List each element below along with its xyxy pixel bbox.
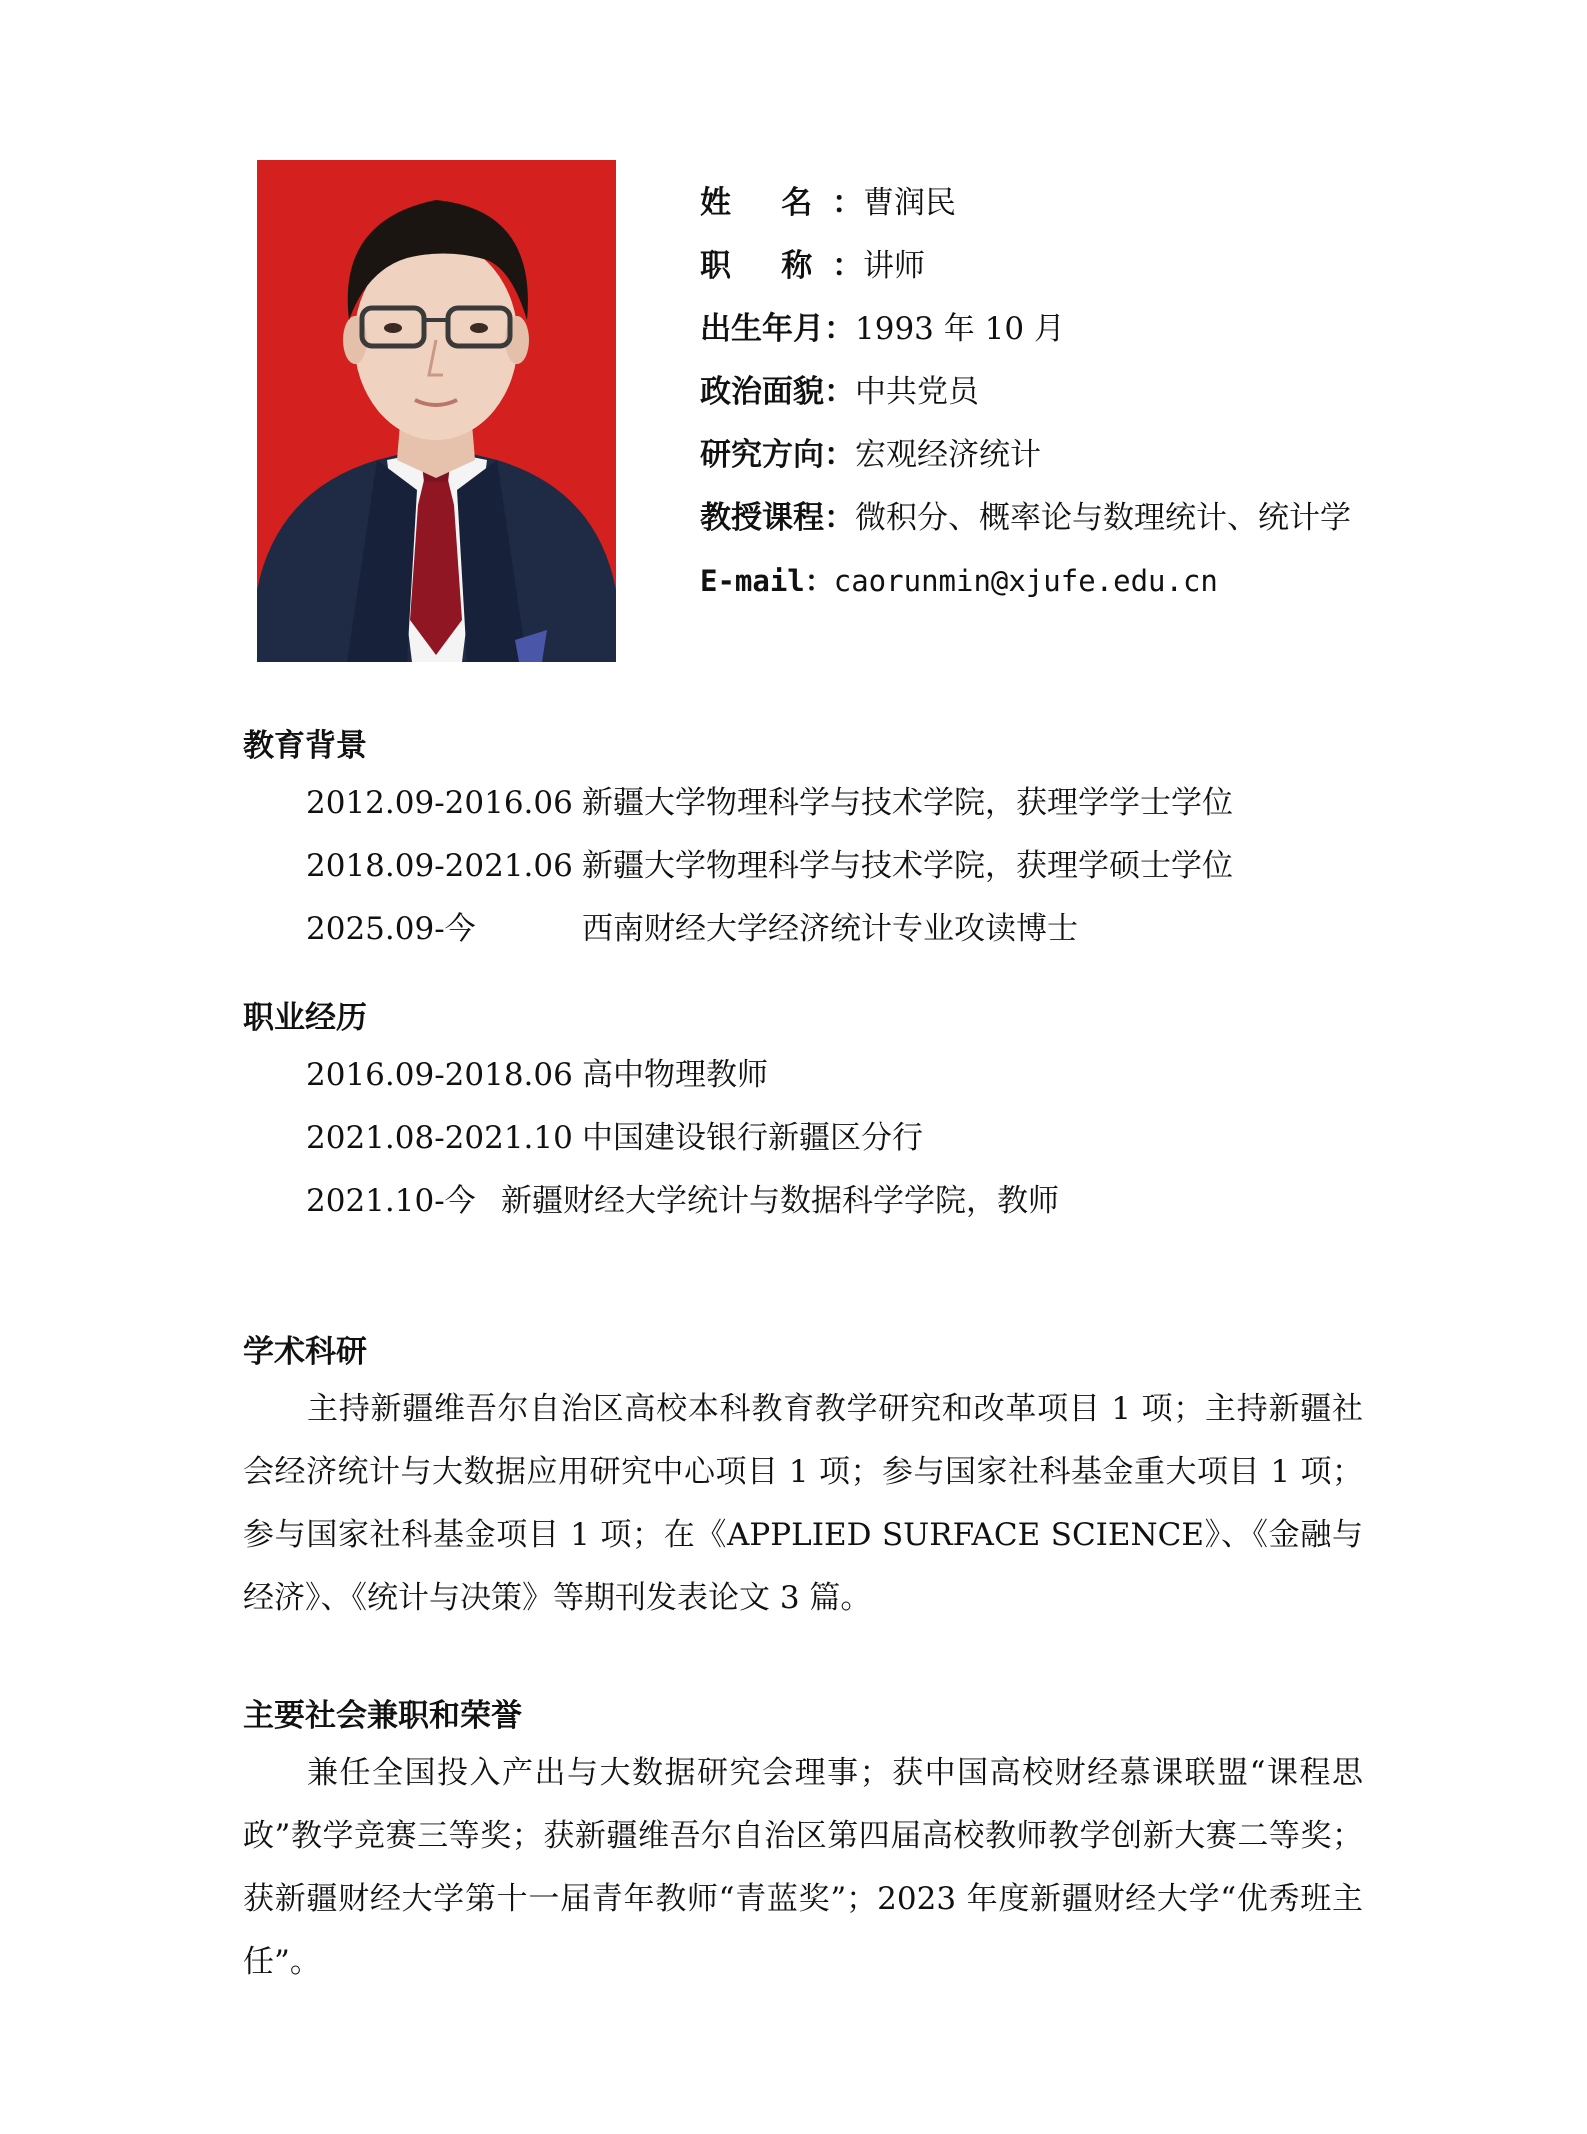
portrait-photo (257, 160, 616, 662)
title-row (700, 235, 1360, 298)
honors-paragraph: 兼任全国投入产出与大数据研究会理事；获中国高校财经慕课联盟“课程思政”教学竞赛三等奖；获新疆维吾尔自治区第四届高校教师教学创新大赛二等奖；获新疆财经大学第十一届青年教师“青蓝奖”；2023 年度新疆财经大学“优秀班主任”。 (243, 1755, 1363, 1980)
email-row (700, 550, 1360, 613)
research-value: 宏观经济统计 (855, 437, 1041, 473)
education-date: 2025.09-今 (306, 911, 476, 947)
politics-value: 中共党员 (855, 374, 979, 410)
education-item (243, 835, 1363, 898)
research-row (700, 424, 1360, 487)
birth-label: 出生年月： (700, 311, 855, 347)
career-date: 2021.10-今 (306, 1183, 476, 1219)
courses-row (700, 487, 1360, 550)
career-item (243, 1044, 1363, 1107)
courses-value: 微积分、概率论与数理统计、统计学 (855, 500, 1351, 536)
birth-value: 1993 年 10 月 (855, 311, 1065, 347)
career-date: 2021.08-2021.10 (306, 1120, 573, 1156)
profile-info (700, 172, 1360, 613)
email-label: E-mail： (700, 564, 834, 598)
career-date: 2016.09-2018.06 (306, 1057, 573, 1093)
education-item (243, 772, 1363, 835)
education-date: 2012.09-2016.06 (306, 785, 573, 821)
honors-heading: 主要社会兼职和荣誉 (243, 1698, 522, 1734)
name-row (700, 172, 1360, 235)
name-label: 姓 名： (700, 185, 863, 221)
politics-label: 政治面貌： (700, 374, 855, 410)
research-paragraph: 主持新疆维吾尔自治区高校本科教育教学研究和改革项目 1 项；主持新疆社会经济统计与大数据应用研究中心项目 1 项；参与国家社科基金重大项目 1 项；参与国家社科基金项目 1 项；在《APPLIED SURFACE SCIENCE》、《金融与经济》、《统计与决策》等期刊发表论文 3 篇。 (243, 1391, 1363, 1616)
research-label: 研究方向： (700, 437, 855, 473)
education-item (243, 898, 1363, 961)
career-heading: 职业经历 (243, 1000, 367, 1036)
courses-label: 教授课程： (700, 500, 855, 536)
education-date: 2018.09-2021.06 (306, 848, 573, 884)
career-text: 中国建设银行新疆区分行 (582, 1120, 923, 1156)
politics-row (700, 361, 1360, 424)
education-text: 西南财经大学经济统计专业攻读博士 (582, 911, 1078, 947)
honors-section (243, 1690, 1363, 1994)
education-section (243, 720, 1363, 961)
research-section (243, 1326, 1363, 1630)
career-text: 新疆财经大学统计与数据科学学院，教师 (501, 1183, 1059, 1219)
education-text: 新疆大学物理科学与技术学院，获理学硕士学位 (582, 848, 1233, 884)
education-heading: 教育背景 (243, 728, 367, 764)
birth-row (700, 298, 1360, 361)
career-text: 高中物理教师 (582, 1057, 768, 1093)
career-item (243, 1170, 1363, 1233)
title-value: 讲师 (863, 248, 925, 284)
title-label: 职 称： (700, 248, 863, 284)
portrait-illustration (257, 160, 616, 662)
name-value: 曹润民 (863, 185, 956, 221)
career-item (243, 1107, 1363, 1170)
research-heading: 学术科研 (243, 1334, 367, 1370)
education-text: 新疆大学物理科学与技术学院，获理学学士学位 (582, 785, 1233, 821)
email-value[interactable]: caorunmin@xjufe.edu.cn (833, 564, 1218, 598)
career-section (243, 992, 1363, 1233)
